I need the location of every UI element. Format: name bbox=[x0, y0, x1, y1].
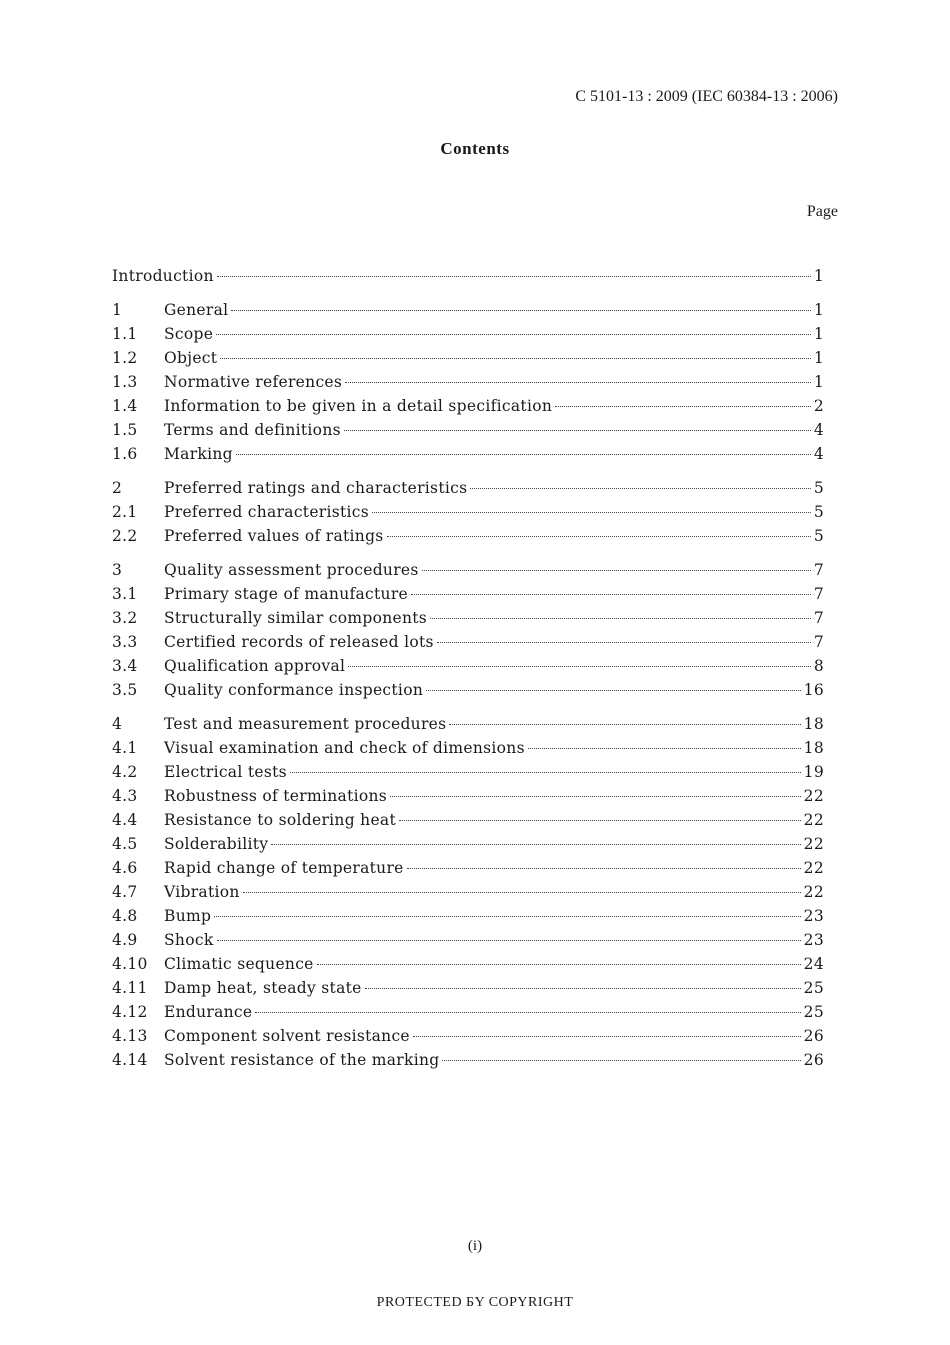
dot-leader bbox=[317, 960, 801, 965]
toc-entry[interactable] bbox=[112, 500, 824, 524]
toc-entry-label: Electrical tests bbox=[164, 763, 287, 781]
dot-leader bbox=[430, 614, 811, 619]
toc-entry-number: 4.12 bbox=[112, 1003, 148, 1021]
toc-entry-number: 2.2 bbox=[112, 527, 138, 545]
toc-entry-label: Primary stage of manufacture bbox=[164, 585, 409, 603]
toc-entry-introduction[interactable] bbox=[112, 264, 824, 288]
toc-entry-label: Normative references bbox=[164, 373, 343, 391]
toc-entry-label: Structurally similar components bbox=[164, 609, 428, 627]
toc-entry-page: 1 bbox=[813, 349, 824, 367]
toc-entry-page: 1 bbox=[813, 325, 824, 343]
toc-entry-number: 4.5 bbox=[112, 835, 138, 853]
toc-entry-label: Damp heat, steady state bbox=[164, 979, 362, 997]
dot-leader bbox=[426, 686, 801, 691]
toc-entry-page: 22 bbox=[803, 859, 824, 877]
toc-entry-number: 1.1 bbox=[112, 325, 138, 343]
toc-entry[interactable] bbox=[112, 370, 824, 394]
toc-entry-page: 25 bbox=[803, 1003, 824, 1021]
toc-entry[interactable] bbox=[112, 606, 824, 630]
dot-leader bbox=[344, 426, 811, 431]
toc-entry-number: 4.14 bbox=[112, 1051, 148, 1069]
toc-entry[interactable] bbox=[112, 760, 824, 784]
toc-entry[interactable] bbox=[112, 476, 824, 500]
toc-entry-label: Robustness of terminations bbox=[164, 787, 388, 805]
toc-entry-label: Solderability bbox=[164, 835, 269, 853]
toc-entry-label: Solvent resistance of the marking bbox=[164, 1051, 440, 1069]
toc-entry[interactable] bbox=[112, 394, 824, 418]
toc-section-group bbox=[112, 558, 824, 702]
toc-entry-page: 7 bbox=[813, 561, 824, 579]
toc-entry[interactable] bbox=[112, 976, 824, 1000]
dot-leader bbox=[387, 532, 811, 537]
toc-entry-label: Terms and definitions bbox=[164, 421, 341, 439]
toc-entry-number: 3.2 bbox=[112, 609, 138, 627]
toc-entry-number: 4.10 bbox=[112, 955, 148, 973]
dot-leader bbox=[528, 744, 801, 749]
toc-entry-page: 22 bbox=[803, 835, 824, 853]
dot-leader bbox=[422, 566, 811, 571]
toc-entry-label: Bump bbox=[164, 907, 212, 925]
dot-leader bbox=[231, 306, 810, 311]
toc-entry-number: 2 bbox=[112, 479, 123, 497]
dot-leader bbox=[236, 450, 811, 455]
dot-leader bbox=[390, 792, 801, 797]
toc-entry[interactable] bbox=[112, 784, 824, 808]
toc-entry-page: 22 bbox=[803, 787, 824, 805]
dot-leader bbox=[214, 912, 800, 917]
dot-leader bbox=[449, 720, 800, 725]
toc-entry[interactable] bbox=[112, 856, 824, 880]
toc-entry-number: 1.4 bbox=[112, 397, 138, 415]
toc-entry-label: Certified records of released lots bbox=[164, 633, 434, 651]
toc-entry[interactable] bbox=[112, 418, 824, 442]
dot-leader bbox=[243, 888, 801, 893]
toc-entry-label: Test and measurement procedures bbox=[164, 715, 447, 733]
toc-entry-page: 24 bbox=[803, 955, 824, 973]
toc-entry-page: 7 bbox=[813, 633, 824, 651]
page-title: Contents bbox=[440, 139, 510, 158]
toc-entry-page: 16 bbox=[803, 681, 824, 699]
toc-entry-page: 4 bbox=[813, 421, 824, 439]
toc-entry[interactable] bbox=[112, 442, 824, 466]
page-number: (i) bbox=[467, 1238, 483, 1254]
toc-entry-page: 22 bbox=[803, 811, 824, 829]
toc-entry-number: 4.2 bbox=[112, 763, 138, 781]
toc-entry-page: 5 bbox=[813, 527, 824, 545]
toc-entry[interactable] bbox=[112, 928, 824, 952]
dot-leader bbox=[365, 984, 801, 989]
toc-entry-page: 1 bbox=[813, 301, 824, 319]
table-of-contents bbox=[112, 264, 824, 1082]
toc-entry-page: 25 bbox=[803, 979, 824, 997]
toc-entry[interactable] bbox=[112, 832, 824, 856]
toc-entry[interactable] bbox=[112, 712, 824, 736]
toc-entry-label: Climatic sequence bbox=[164, 955, 314, 973]
toc-entry-label: Quality assessment procedures bbox=[164, 561, 419, 579]
toc-entry-label: Object bbox=[164, 349, 218, 367]
toc-entry-number: 1.2 bbox=[112, 349, 138, 367]
toc-section-group bbox=[112, 476, 824, 548]
toc-entry-page: 18 bbox=[803, 739, 824, 757]
toc-entry[interactable] bbox=[112, 952, 824, 976]
dot-leader bbox=[442, 1056, 800, 1061]
dot-leader bbox=[217, 272, 811, 277]
toc-entry-page: 19 bbox=[803, 763, 824, 781]
toc-entry-number: 4.6 bbox=[112, 859, 138, 877]
toc-entry-label: Information to be given in a detail specification bbox=[164, 397, 553, 415]
toc-entry-number: 3.5 bbox=[112, 681, 138, 699]
toc-entry-page: 26 bbox=[803, 1051, 824, 1069]
toc-entry-page: 8 bbox=[813, 657, 824, 675]
toc-entry[interactable] bbox=[112, 322, 824, 346]
toc-entry-number: 1.3 bbox=[112, 373, 138, 391]
dot-leader bbox=[399, 816, 801, 821]
toc-entry-page: 7 bbox=[813, 609, 824, 627]
toc-entry[interactable] bbox=[112, 678, 824, 702]
dot-leader bbox=[345, 378, 811, 383]
toc-entry-number: 3.1 bbox=[112, 585, 138, 603]
toc-entry-label: Qualification approval bbox=[164, 657, 346, 675]
toc-entry-label: Visual examination and check of dimensions bbox=[164, 739, 525, 757]
toc-entry-label: Preferred values of ratings bbox=[164, 527, 384, 545]
toc-entry-number: 1.5 bbox=[112, 421, 138, 439]
dot-leader bbox=[217, 936, 801, 941]
copyright-notice: PROTECTED БY COPYRIGHT bbox=[376, 1295, 574, 1310]
dot-leader bbox=[470, 484, 810, 489]
toc-entry-number: 2.1 bbox=[112, 503, 138, 521]
dot-leader bbox=[555, 402, 811, 407]
toc-entry-page: 4 bbox=[813, 445, 824, 463]
toc-entry-page: 26 bbox=[803, 1027, 824, 1045]
toc-entry-number: 4.4 bbox=[112, 811, 138, 829]
toc-entry-number: 4.8 bbox=[112, 907, 138, 925]
toc-entry-label: Scope bbox=[164, 325, 214, 343]
dot-leader bbox=[216, 330, 811, 335]
dot-leader bbox=[348, 662, 811, 667]
toc-entry-label: Quality conformance inspection bbox=[164, 681, 424, 699]
toc-entry-number: 4.13 bbox=[112, 1027, 148, 1045]
dot-leader bbox=[255, 1008, 800, 1013]
toc-entry-page: 1 bbox=[813, 267, 824, 285]
toc-section-group bbox=[112, 712, 824, 1072]
toc-entry-page: 18 bbox=[803, 715, 824, 733]
toc-entry-number: 4.11 bbox=[112, 979, 148, 997]
toc-entry[interactable] bbox=[112, 582, 824, 606]
toc-section-group bbox=[112, 298, 824, 466]
toc-entry[interactable] bbox=[112, 736, 824, 760]
toc-entry-number: 1 bbox=[112, 301, 123, 319]
toc-entry-label: Vibration bbox=[164, 883, 240, 901]
document-identifier: C 5101-13 : 2009 (IEC 60384-13 : 2006) bbox=[575, 88, 838, 105]
toc-entry-label: Rapid change of temperature bbox=[164, 859, 404, 877]
toc-entry-number: 3.3 bbox=[112, 633, 138, 651]
toc-entry-label: General bbox=[164, 301, 229, 319]
toc-entry-label: Shock bbox=[164, 931, 214, 949]
dot-leader bbox=[407, 864, 801, 869]
toc-entry-page: 22 bbox=[803, 883, 824, 901]
toc-groups bbox=[112, 298, 824, 1072]
toc-entry-number: 3.4 bbox=[112, 657, 138, 675]
toc-entry-page: 2 bbox=[813, 397, 824, 415]
toc-entry[interactable] bbox=[112, 558, 824, 582]
dot-leader bbox=[437, 638, 811, 643]
toc-entry-label: Marking bbox=[164, 445, 233, 463]
toc-entry-page: 23 bbox=[803, 907, 824, 925]
dot-leader bbox=[372, 508, 811, 513]
toc-entry-label: Preferred ratings and characteristics bbox=[164, 479, 468, 497]
toc-entry[interactable] bbox=[112, 1024, 824, 1048]
toc-entry[interactable] bbox=[112, 880, 824, 904]
page-column-label: Page bbox=[806, 203, 838, 220]
toc-entry-page: 1 bbox=[813, 373, 824, 391]
toc-entry-number: 3 bbox=[112, 561, 123, 579]
dot-leader bbox=[411, 590, 811, 595]
toc-entry-label: Resistance to soldering heat bbox=[164, 811, 396, 829]
toc-entry-label: Introduction bbox=[112, 267, 214, 285]
toc-entry-page: 7 bbox=[813, 585, 824, 603]
dot-leader bbox=[271, 840, 800, 845]
toc-entry-label: Endurance bbox=[164, 1003, 253, 1021]
toc-entry-number: 4 bbox=[112, 715, 123, 733]
toc-entry[interactable] bbox=[112, 630, 824, 654]
toc-entry-label: Component solvent resistance bbox=[164, 1027, 410, 1045]
toc-entry[interactable] bbox=[112, 298, 824, 322]
toc-entry-number: 4.7 bbox=[112, 883, 138, 901]
toc-entry-page: 5 bbox=[813, 479, 824, 497]
toc-entry[interactable] bbox=[112, 654, 824, 678]
toc-entry[interactable] bbox=[112, 1048, 824, 1072]
toc-entry-page: 5 bbox=[813, 503, 824, 521]
toc-entry-page: 23 bbox=[803, 931, 824, 949]
toc-entry-number: 4.9 bbox=[112, 931, 138, 949]
toc-entry[interactable] bbox=[112, 524, 824, 548]
toc-entry-number: 4.1 bbox=[112, 739, 138, 757]
dot-leader bbox=[220, 354, 811, 359]
toc-entry-number: 1.6 bbox=[112, 445, 138, 463]
toc-entry[interactable] bbox=[112, 346, 824, 370]
dot-leader bbox=[413, 1032, 801, 1037]
dot-leader bbox=[290, 768, 801, 773]
toc-entry[interactable] bbox=[112, 1000, 824, 1024]
toc-entry[interactable] bbox=[112, 904, 824, 928]
toc-entry[interactable] bbox=[112, 808, 824, 832]
toc-entry-label: Preferred characteristics bbox=[164, 503, 370, 521]
toc-entry-number: 4.3 bbox=[112, 787, 138, 805]
